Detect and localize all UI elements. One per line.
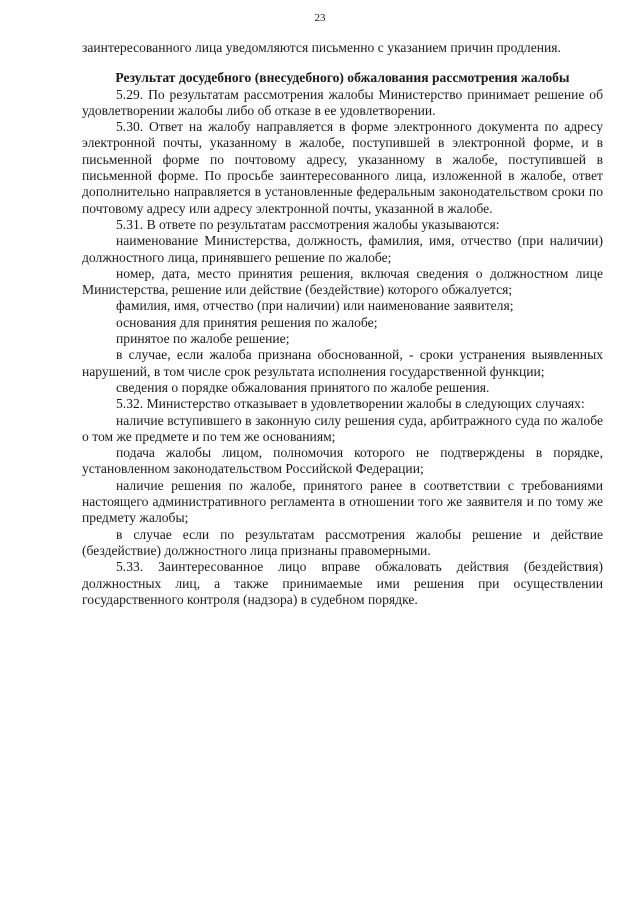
paragraph-continued: заинтересованного лица уведомляются письменно с указанием причин продления. (82, 40, 561, 55)
list-item: номер, дата, место принятия решения, включая сведения о должностном лице Министерства, решение или действие (бездействие) которого обжалуется; (82, 265, 603, 298)
list-item: в случае, если жалоба признана обоснованной, - сроки устранения выявленных нарушений, в том числе срок результата исполнения государственной функции; (82, 347, 603, 379)
list-item: наличие решения по жалобе, принятого ранее в соответствии с требованиями настоящего административного регламента в отношении того же заявителя и по тому же предмету жалобы; (82, 477, 603, 526)
section-heading: Результат досудебного (внесудебного) обжалования рассмотрения жалобы (115, 70, 570, 86)
list-item: наименование Министерства, должность, фамилия, имя, отчество (при наличии) должностного лица, принявшего решение по жалобе; (82, 233, 603, 265)
list-item: подача жалобы лицом, полномочия которого не подтверждены в порядке, установленном законодательством Российской Федерации; (82, 445, 603, 477)
list-item: наличие вступившего в законную силу решения суда, арбитражного суда по жалобе о том же предмете и по тем же основаниям; (82, 412, 603, 444)
paragraph-5-33: 5.33. Заинтересованное лицо вправе обжаловать действия (бездействия) должностных лиц, а также принимаемые ими решения при осуществлении государственного контроля (надзора) в судебном порядке. (82, 559, 603, 607)
list-item: принятое по жалобе решение; (116, 331, 290, 347)
list-item: основания для принятия решения по жалобе; (116, 314, 378, 330)
list-item: сведения о порядке обжалования принятого по жалобе решения. (116, 379, 490, 395)
page-number: 23 (314, 12, 326, 24)
paragraph-5-29: 5.29. По результатам рассмотрения жалобы Министерство принимает решение об удовлетворении жалобы либо об отказе в ее удовлетворении. (82, 86, 603, 118)
paragraph-5-32: 5.32. Министерство отказывает в удовлетворении жалобы в следующих случаях: (116, 396, 585, 412)
paragraph-5-31: 5.31. В ответе по результатам рассмотрения жалобы указываются: (116, 216, 500, 232)
list-item: в случае если по результатам рассмотрения жалобы решение и действие (бездействие) должностного лица признаны правомерными. (82, 526, 603, 558)
paragraph-5-30: 5.30. Ответ на жалобу направляется в форме электронного документа по адресу электронной почты, указанному в жалобе, поступившей в электронной форме, и в письменной форме по почтовому адресу, указанному в жалобе, поступившей в письменной форме. По просьбе заинтересованного лица, изложенной в жалобе, ответ дополнительно направляется в установленные федеральным законодательством сроки по почтовому адресу или адресу электронной почты, указанной в жалобе. (82, 119, 603, 216)
list-item: фамилия, имя, отчество (при наличии) или наименование заявителя; (116, 298, 514, 314)
document-body (82, 40, 603, 608)
